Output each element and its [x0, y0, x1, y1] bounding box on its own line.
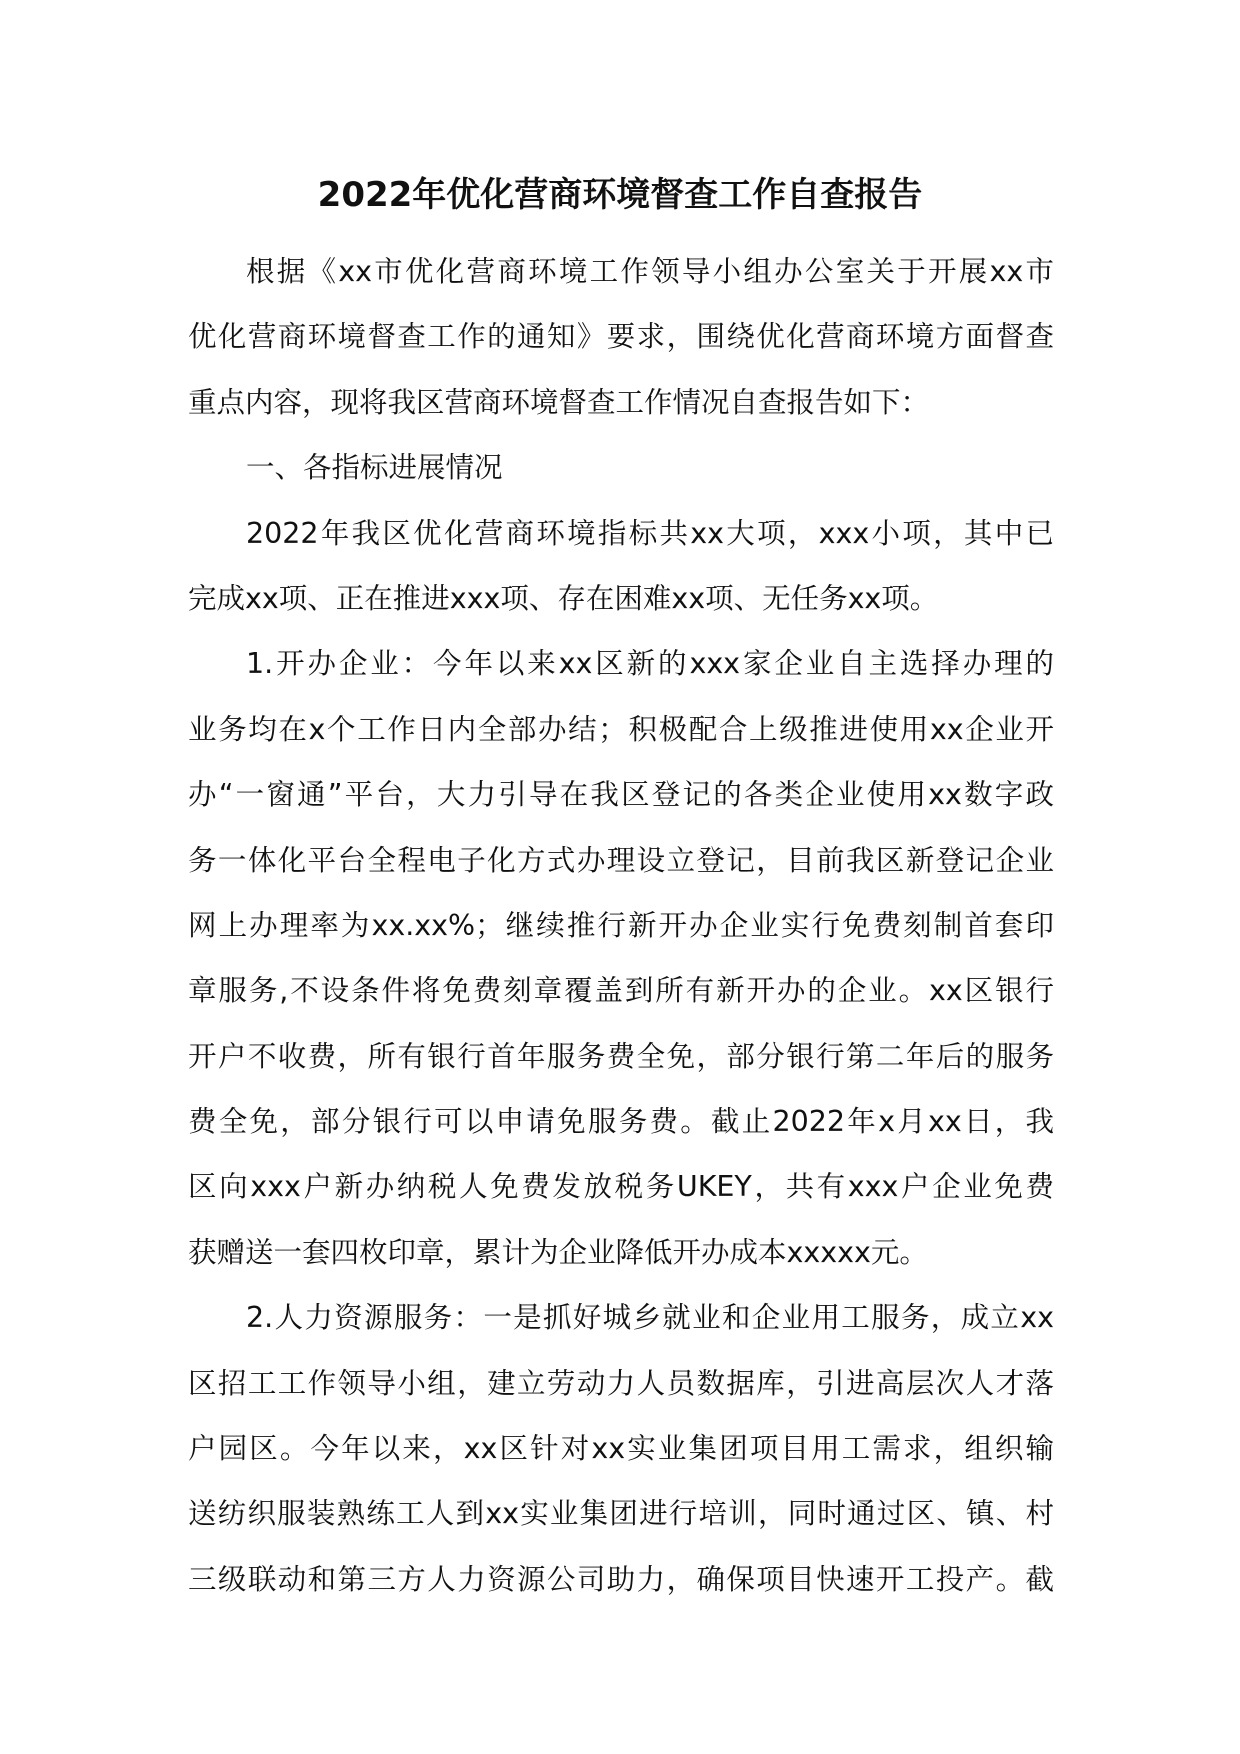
document-title: 2022年优化营商环境督查工作自查报告: [317, 175, 923, 215]
body-line: 区向xxx户新办纳税人免费发放税务UKEY，共有xxx户企业免费: [188, 1170, 1054, 1204]
body-line: 务一体化平台全程电子化方式办理设立登记，目前我区新登记企业: [188, 843, 1054, 877]
body-line: 业务均在x个工作日内全部办结；积极配合上级推进使用xx企业开: [188, 712, 1054, 746]
body-line: 完成xx项、正在推进xxx项、存在困难xx项、无任务xx项。: [188, 581, 939, 615]
body-line: 章服务,不设条件将免费刻章覆盖到所有新开办的企业。xx区银行: [188, 974, 1054, 1008]
body-line: 办“一窗通”平台，大力引导在我区登记的各类企业使用xx数字政: [188, 778, 1054, 812]
body-line: 开户不收费，所有银行首年服务费全免，部分银行第二年后的服务: [188, 1039, 1054, 1073]
body-line: 获赠送一套四枚印章，累计为企业降低开办成本xxxxx元。: [188, 1235, 928, 1269]
body-line: 重点内容，现将我区营商环境督查工作情况自查报告如下：: [188, 385, 930, 419]
body-line: 户园区。今年以来，xx区针对xx实业集团项目用工需求，组织输: [188, 1432, 1054, 1466]
body-line: 2022年我区优化营商环境指标共xx大项，xxx小项，其中已: [246, 516, 1054, 550]
body-line: 费全免，部分银行可以申请免服务费。截止2022年x月xx日，我: [188, 1105, 1054, 1139]
body-line: 网上办理率为xx.xx%；继续推行新开办企业实行免费刻制首套印: [188, 908, 1054, 942]
body-line: 一、各指标进展情况: [246, 451, 503, 485]
body-line: 送纺织服装熟练工人到xx实业集团进行培训，同时通过区、镇、村: [188, 1497, 1054, 1531]
body-line: 根据《xx市优化营商环境工作领导小组办公室关于开展xx市: [246, 255, 1054, 288]
body-line: 2.人力资源服务：一是抓好城乡就业和企业用工服务，成立xx: [246, 1301, 1054, 1335]
body-line: 区招工工作领导小组，建立劳动力人员数据库，引进高层次人才落: [188, 1366, 1054, 1400]
document-body: [188, 239, 1054, 1612]
body-line: 三级联动和第三方人力资源公司助力，确保项目快速开工投产。截: [188, 1562, 1054, 1596]
body-line: 1.开办企业：今年以来xx区新的xxx家企业自主选择办理的: [246, 647, 1054, 681]
body-line: 优化营商环境督查工作的通知》要求，围绕优化营商环境方面督查: [188, 320, 1054, 354]
